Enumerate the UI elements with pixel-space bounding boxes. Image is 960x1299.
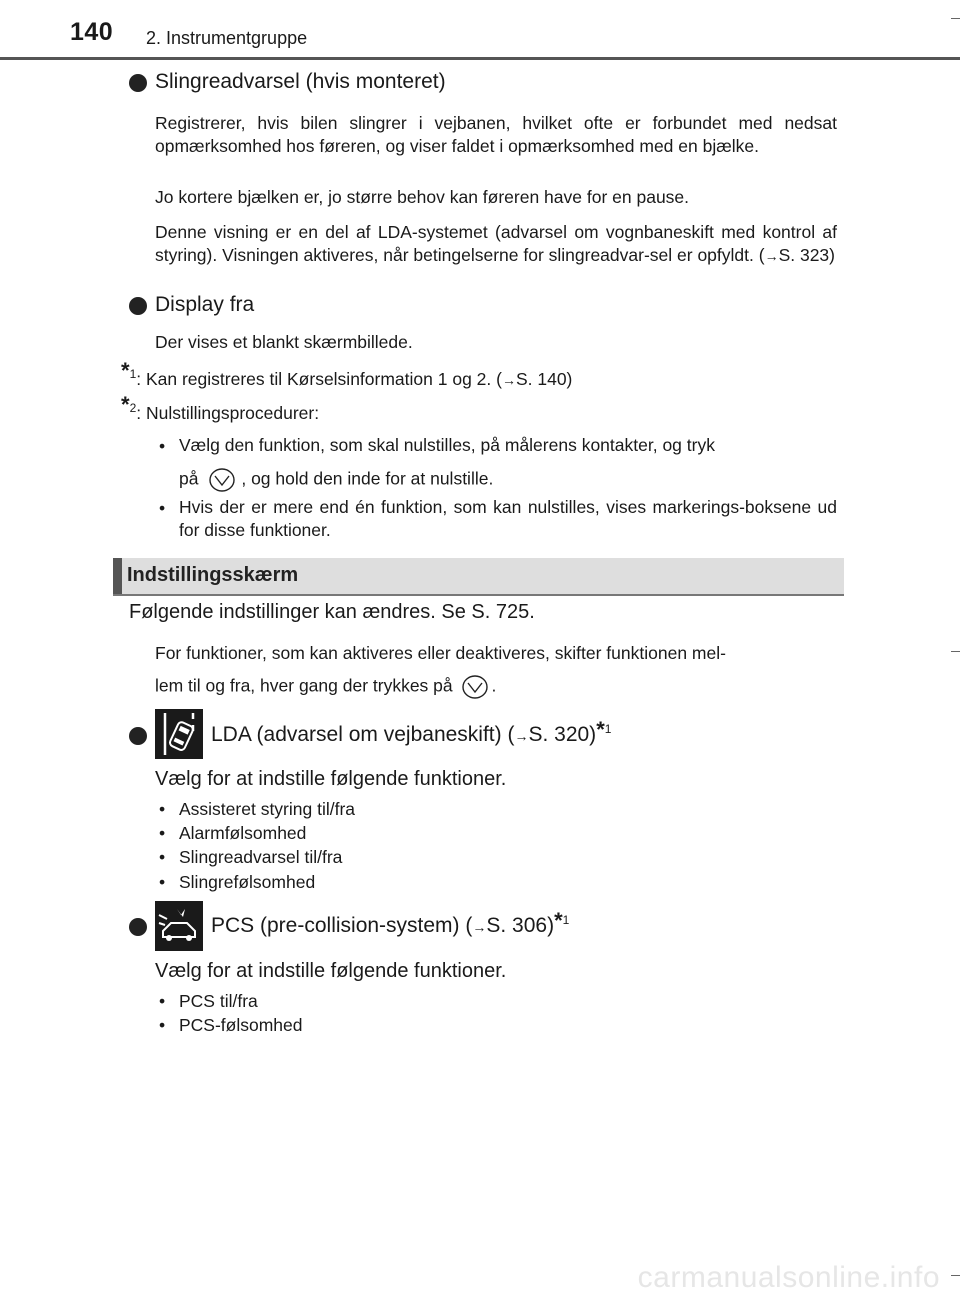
- pcs-choose: Vælg for at indstille følgende funktioner.: [155, 960, 507, 982]
- section-header: [113, 558, 844, 596]
- pcs-item: PCS-følsomhed: [179, 1015, 303, 1035]
- lda-choose: Vælg for at indstille følgende funktioner.: [155, 768, 507, 790]
- arrow-icon: →: [472, 919, 487, 935]
- bullet-dot: [129, 74, 147, 92]
- arrow-icon: →: [501, 371, 516, 388]
- asterisk: *: [121, 392, 130, 417]
- chapter-title: 2. Instrumentgruppe: [146, 28, 308, 48]
- slingre-para2: Jo kortere bjælken er, jo større behov kan føreren have for en pause.: [155, 187, 690, 207]
- section-sub1: For funktioner, som kan aktiveres eller deaktiveres, skifter funktionen mel-: [155, 643, 726, 663]
- crop-mark: [951, 1275, 960, 1276]
- watermark: carmanualsonline.info: [637, 1261, 940, 1294]
- bullet-marker: •: [159, 799, 166, 819]
- footnote-1: *$^1$: Kan registreres til Kørselsinformation 1 og 2. (→S. 140): [121, 358, 573, 389]
- slingre-para1: Registrerer, hvis bilen slingrer i vejbanen, hvilket ofte er forbundet med nedsat opmærksomhed hos føreren, og viser faldet i opmærksomhed med en bjælke.: [155, 113, 837, 156]
- bullet-marker: •: [159, 847, 166, 867]
- check-button-icon: [207, 466, 237, 494]
- bullet-marker: •: [159, 823, 166, 843]
- bullet-marker: •: [159, 872, 166, 892]
- bullet-dot: [129, 297, 147, 315]
- bullet-marker: •: [159, 1015, 166, 1035]
- display-para: Der vises et blankt skærmbillede.: [155, 332, 413, 352]
- bullet-dot: [129, 918, 147, 936]
- asterisk: *: [121, 358, 130, 383]
- crop-mark: [951, 18, 960, 19]
- page-number: 140: [70, 18, 114, 46]
- pcs-title: PCS (pre-collision-system) (→S. 306)*$^1$: [211, 908, 570, 937]
- bullet-dot: [129, 727, 147, 745]
- arrow-icon: →: [764, 248, 779, 264]
- asterisk: *: [596, 717, 605, 742]
- bullet-marker: •: [159, 436, 166, 456]
- section-intro: Følgende indstillinger kan ændres. Se S. 725.: [129, 601, 535, 623]
- reset-bullet-1a: Vælg den funktion, som skal nulstilles, på målerens kontakter, og tryk: [179, 435, 715, 455]
- display-heading: Display fra: [155, 293, 255, 316]
- asterisk: *: [554, 908, 563, 933]
- check-button-icon: [460, 673, 490, 701]
- pcs-icon: [155, 901, 203, 951]
- slingre-heading: Slingreadvarsel (hvis monteret): [155, 70, 446, 93]
- crop-mark: [951, 651, 960, 652]
- section-accent: [113, 558, 122, 594]
- pcs-item: PCS til/fra: [179, 991, 258, 1011]
- lda-item: Slingrefølsomhed: [179, 872, 316, 892]
- arrow-icon: →: [514, 728, 529, 744]
- bullet-marker: •: [159, 498, 166, 518]
- footnote-2: *$^2$: Nulstillingsprocedurer:: [121, 392, 320, 423]
- lda-item: Slingreadvarsel til/fra: [179, 847, 343, 867]
- header-rule: [0, 57, 960, 60]
- lda-icon: [155, 709, 203, 759]
- lda-item: Assisteret styring til/fra: [179, 799, 356, 819]
- reset-bullet-1b: på , og hold den inde for at nulstille.: [179, 466, 837, 494]
- lda-item: Alarmfølsomhed: [179, 823, 307, 843]
- lda-title: LDA (advarsel om vejbaneskift) (→S. 320)*$^1$: [211, 717, 612, 746]
- bullet-marker: •: [159, 991, 166, 1011]
- section-title: Indstillingsskærm: [127, 564, 299, 586]
- reset-bullet-2: Hvis der er mere end én funktion, som kan nulstilles, vises markerings-boksene ud for disse funktioner.: [179, 497, 837, 540]
- section-sub2: lem til og fra, hver gang der trykkes på .: [155, 673, 837, 701]
- slingre-para3: Denne visning er en del af LDA-systemet (advarsel om vognbaneskift med kontrol af styring). Visningen aktiveres, når betingelserne for slingreadvar-sel er opfyldt. (→S. 323): [155, 222, 837, 265]
